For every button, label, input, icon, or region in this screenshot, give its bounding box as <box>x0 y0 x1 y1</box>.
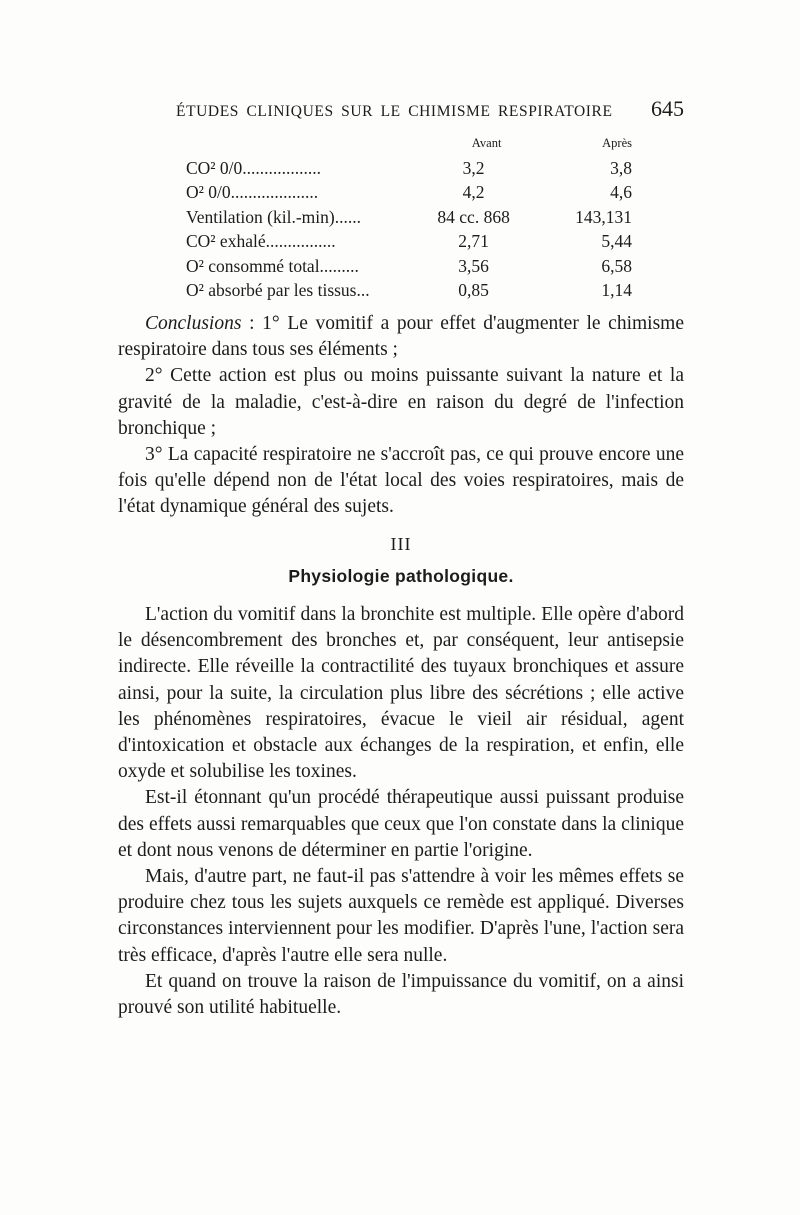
value-apres: 143,131 <box>575 206 632 227</box>
running-title: ÉTUDES CLINIQUES SUR LE CHIMISME RESPIRATOIRE <box>176 103 613 120</box>
page-number: 645 <box>651 96 684 121</box>
body-paragraph-3: Mais, d'autre part, ne faut-il pas s'attendre à voir les mêmes effets se produire chez tous les sujets auxquels ce remède est appliqué. Diverses circonstances interviennent pour les modifier. D'après l'une, l'action sera très efficace, d'après l'autre elle sera nulle. <box>118 866 684 966</box>
row-label: CO² exhalé................ <box>186 231 336 252</box>
value-avant: 3,2 <box>462 157 485 178</box>
row-label: O² 0/0.................... <box>186 182 319 203</box>
value-avant: 2,71 <box>458 231 489 252</box>
conclusions-paragraph-2: 2° Cette action est plus ou moins puissante suivant la nature et la gravité de la maladie, c'est-à-dire en raison du degré de l'infection bronchique ; <box>118 365 684 439</box>
table-row <box>186 205 646 230</box>
value-apres: 6,58 <box>601 255 632 276</box>
table-row <box>186 181 646 206</box>
column-header-apres: Après <box>602 136 632 150</box>
value-avant: 4,2 <box>462 182 485 203</box>
conclusions-paragraph-3: 3° La capacité respiratoire ne s'accroît pas, ce qui prouve encore une fois qu'elle dépend non de l'état local des voies respiratoires, mais de l'état dynamique général des sujets. <box>118 444 684 518</box>
conclusions-paragraph-1 <box>118 311 684 363</box>
row-label: Ventilation (kil.-min)...... <box>186 206 361 227</box>
table-header-row <box>186 136 646 156</box>
table-row <box>186 279 646 304</box>
value-avant: 0,85 <box>458 280 489 301</box>
body-paragraph-2: Est-il étonnant qu'un procédé thérapeutique aussi puissant produise des effets aussi remarquables que ceux que l'on constate dans la clinique et dont nous venons de déterminer en partie l'origine. <box>118 787 684 861</box>
row-label: O² consommé total......... <box>186 255 359 276</box>
row-label: CO² 0/0.................. <box>186 157 322 178</box>
page-header <box>120 96 686 126</box>
section-number: III <box>390 533 412 554</box>
conclusions-text-1: : 1° Le vomitif a pour effet d'augmenter le chimisme respiratoire dans tous ses éléments ; <box>118 313 684 361</box>
value-apres: 5,44 <box>601 231 632 252</box>
table-row <box>186 230 646 255</box>
column-header-avant: Avant <box>471 136 502 150</box>
section-title: Physiologie pathologique. <box>288 565 514 586</box>
body-text <box>118 311 684 1021</box>
value-avant: 84 cc. 868 <box>437 206 510 227</box>
body-paragraph-4: Et quand on trouve la raison de l'impuissance du vomitif, on a ainsi prouvé son utilité habituelle. <box>118 970 684 1019</box>
table-row <box>186 156 646 181</box>
table-row <box>186 254 646 279</box>
value-apres: 4,6 <box>610 182 632 203</box>
header-label-cell <box>186 136 413 156</box>
body-paragraph-1: L'action du vomitif dans la bronchite est multiple. Elle opère d'abord le désencombrement des bronches et, par conséquent, leur antisepsie indirecte. Elle réveille la contractilité des tuyaux bronchiques et assure ainsi, pour la suite, la circulation plus libre des sécrétions ; elle active les phénomènes respiratoires, évacue le vieil air résidual, agent d'intoxication et obstacle aux échanges de la respiration, et enfin, elle oxyde et solubilise les toxines. <box>118 604 684 783</box>
conclusions-lead: Conclusions <box>145 313 242 334</box>
data-table <box>186 136 646 303</box>
value-avant: 3,56 <box>458 255 489 276</box>
value-apres: 1,14 <box>601 280 632 301</box>
row-label: O² absorbé par les tissus... <box>186 280 370 301</box>
value-apres: 3,8 <box>610 157 632 178</box>
